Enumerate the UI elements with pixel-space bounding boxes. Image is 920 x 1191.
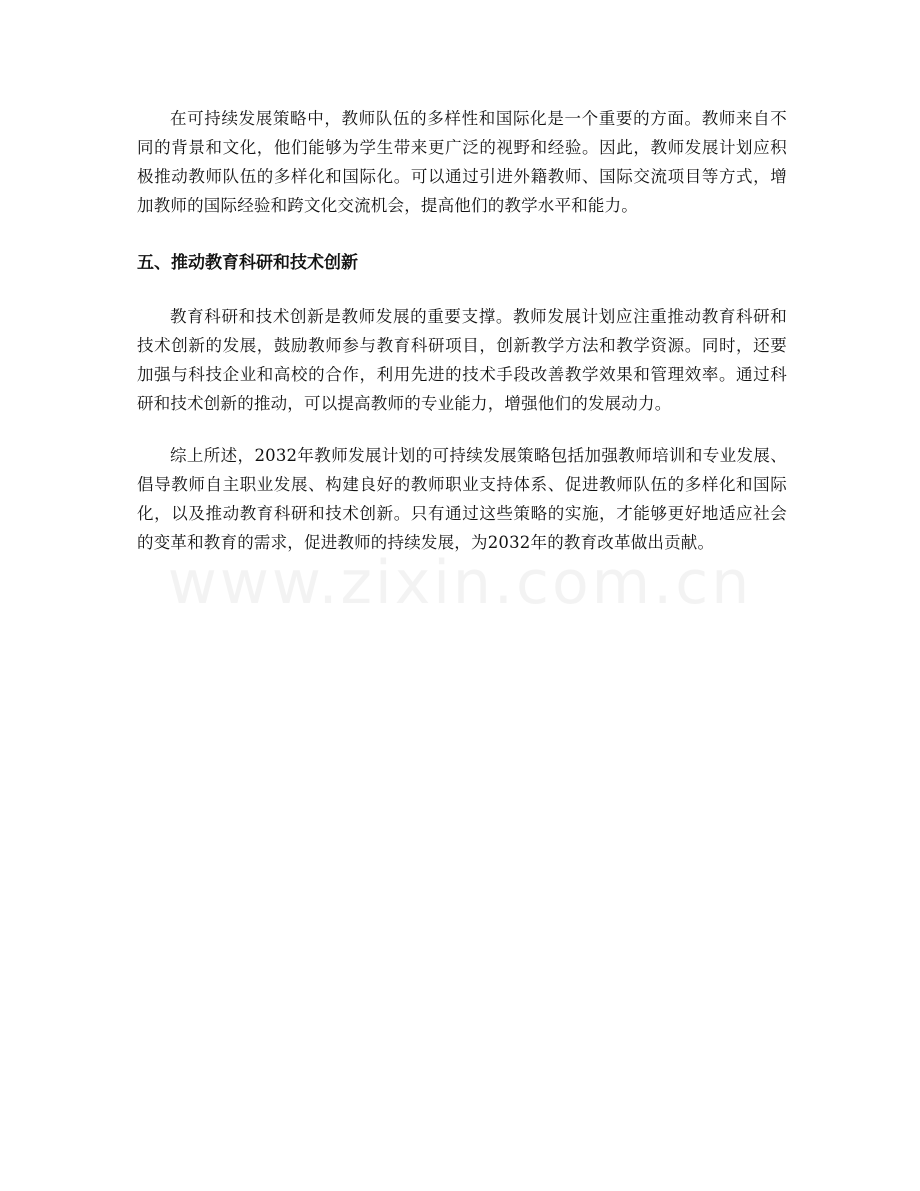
watermark: www.zixin.com.cn: [167, 548, 753, 618]
paragraph-diversity: 在可持续发展策略中，教师队伍的多样性和国际化是一个重要的方面。教师来自不同的背景和文化，他们能够为学生带来更广泛的视野和经验。因此，教师发展计划应积极推动教师队伍的多样化和国际化。可以通过引进外籍教师、国际交流项目等方式，增加教师的国际经验和跨文化交流机会，提高他们的教学水平和能力。: [137, 109, 787, 215]
paragraph-research: 教育科研和技术创新是教师发展的重要支撑。教师发展计划应注重推动教育科研和技术创新的发展，鼓励教师参与教育科研项目，创新教学方法和教学资源。同时，还要加强与科技企业和高校的合作，利用先进的技术手段改善教学效果和管理效率。通过科研和技术创新的推动，可以提高教师的专业能力，增强他们的发展动力。: [137, 307, 787, 413]
document-body: [137, 104, 787, 557]
section-heading: 五、推动教育科研和技术创新: [137, 253, 358, 273]
paragraph-conclusion: 综上所述，2032年教师发展计划的可持续发展策略包括加强教师培训和专业发展、倡导教师自主职业发展、构建良好的教师职业支持体系、促进教师队伍的多样化和国际化，以及推动教育科研和技术创新。只有通过这些策略的实施，才能够更好地适应社会的变革和教育的需求，促进教师的持续发展，为2032年的教育改革做出贡献。: [137, 446, 787, 552]
